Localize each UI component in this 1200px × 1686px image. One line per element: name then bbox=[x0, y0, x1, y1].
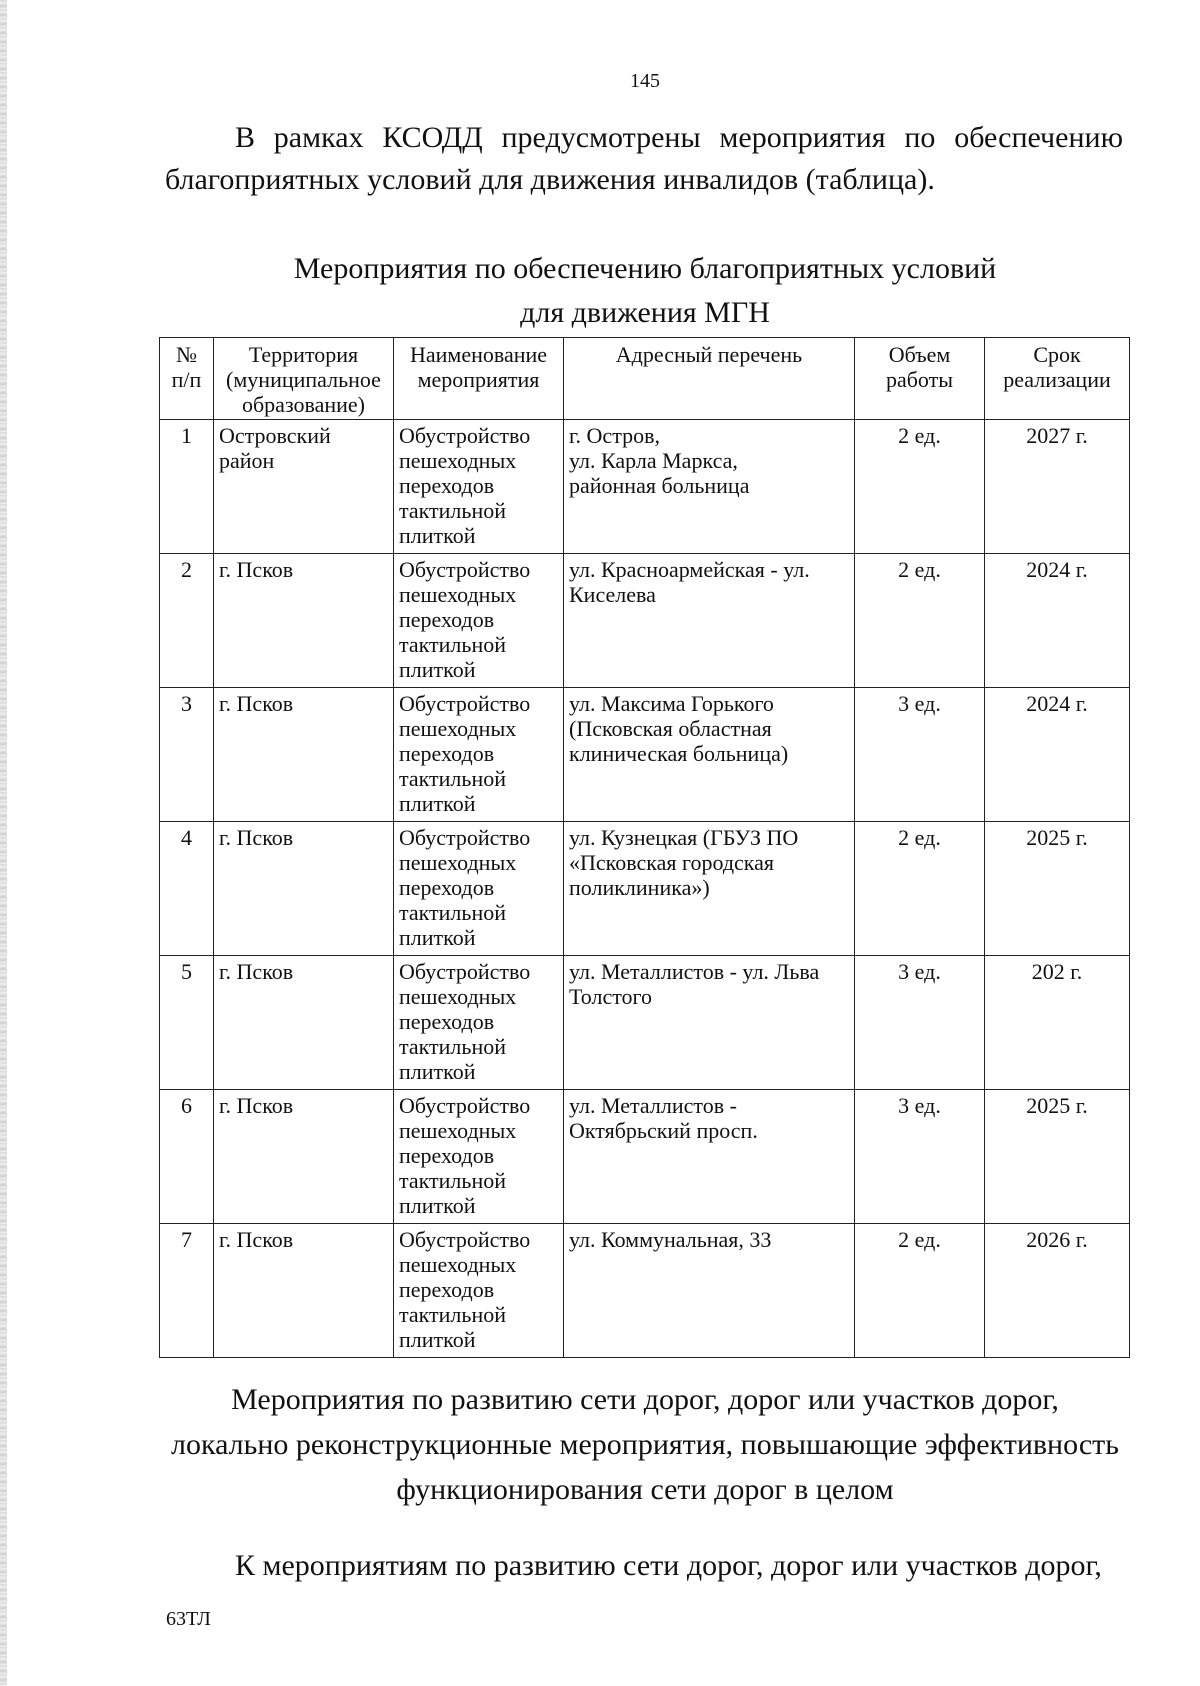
cell-volume: 2 ед. bbox=[855, 420, 985, 554]
table-row bbox=[160, 420, 1130, 554]
cell-volume: 3 ед. bbox=[855, 1090, 985, 1224]
header-name-line: Наименование bbox=[409, 342, 548, 367]
cell-territory-line: г. Псков bbox=[219, 959, 294, 984]
cell-measure-name-line: плиткой bbox=[399, 791, 476, 816]
intro-paragraph bbox=[165, 117, 1123, 201]
cell-address-line: г. Остров, bbox=[569, 423, 660, 448]
cell-measure-name bbox=[394, 956, 564, 1090]
cell-measure-name-line: пешеходных bbox=[399, 1252, 517, 1277]
cell-measure-name-line: тактильной bbox=[399, 1034, 506, 1059]
cell-num: 5 bbox=[160, 956, 214, 1090]
cell-measure-name-line: переходов bbox=[399, 473, 495, 498]
cell-num: 2 bbox=[160, 554, 214, 688]
table-row bbox=[160, 956, 1130, 1090]
cell-measure-name-line: переходов bbox=[399, 1143, 495, 1168]
cell-measure-name-line: пешеходных bbox=[399, 984, 517, 1009]
cell-volume: 2 ед. bbox=[855, 822, 985, 956]
cell-num: 4 bbox=[160, 822, 214, 956]
cell-measure-name-line: переходов bbox=[399, 741, 495, 766]
cell-address-line: ул. Красноармейская - ул. bbox=[569, 557, 810, 582]
cell-territory bbox=[214, 1224, 394, 1358]
cell-measure-name-line: пешеходных bbox=[399, 582, 517, 607]
cell-measure-name-line: плиткой bbox=[399, 1059, 476, 1084]
cell-territory-line: г. Псков bbox=[219, 691, 294, 716]
cell-num: 1 bbox=[160, 420, 214, 554]
cell-measure-name-line: плиткой bbox=[399, 925, 476, 950]
cell-territory-line: г. Псков bbox=[219, 825, 294, 850]
cell-term: 2024 г. bbox=[985, 688, 1130, 822]
cell-measure-name-line: переходов bbox=[399, 1009, 495, 1034]
cell-measure-name-line: пешеходных bbox=[399, 716, 517, 741]
cell-term: 202 г. bbox=[985, 956, 1130, 1090]
cell-term: 2024 г. bbox=[985, 554, 1130, 688]
footer-code: 63ТЛ bbox=[166, 1608, 211, 1630]
table-row bbox=[160, 822, 1130, 956]
cell-measure-name bbox=[394, 554, 564, 688]
header-name bbox=[394, 338, 564, 420]
table-row bbox=[160, 688, 1130, 822]
cell-measure-name-line: Обустройство bbox=[399, 423, 531, 448]
table-row bbox=[160, 554, 1130, 688]
cell-measure-name bbox=[394, 1090, 564, 1224]
cell-volume: 3 ед. bbox=[855, 688, 985, 822]
cell-address bbox=[564, 1224, 855, 1358]
cell-address-line: Толстого bbox=[569, 984, 653, 1009]
cell-term: 2026 г. bbox=[985, 1224, 1130, 1358]
cell-term: 2025 г. bbox=[985, 1090, 1130, 1224]
table-body bbox=[160, 420, 1130, 1358]
table-row bbox=[160, 1090, 1130, 1224]
cell-measure-name bbox=[394, 688, 564, 822]
cell-measure-name-line: тактильной bbox=[399, 1302, 506, 1327]
cell-territory-line: Островский bbox=[219, 423, 331, 448]
cell-address-line: ул. Максима Горького bbox=[569, 691, 774, 716]
cell-address-line: районная больница bbox=[569, 473, 750, 498]
cell-measure-name-line: плиткой bbox=[399, 1193, 476, 1218]
cell-num: 3 bbox=[160, 688, 214, 822]
header-territory-line: Территория bbox=[248, 342, 359, 367]
cell-address-line: «Псковская городская bbox=[569, 850, 775, 875]
cell-measure-name-line: Обустройство bbox=[399, 825, 531, 850]
cell-address-line: поликлиника») bbox=[569, 875, 710, 900]
cell-measure-name-line: тактильной bbox=[399, 766, 506, 791]
cell-term: 2025 г. bbox=[985, 822, 1130, 956]
cell-measure-name bbox=[394, 1224, 564, 1358]
cell-measure-name bbox=[394, 420, 564, 554]
header-address-line: Адресный перечень bbox=[615, 342, 803, 367]
cell-territory bbox=[214, 420, 394, 554]
cell-measure-name-line: плиткой bbox=[399, 523, 476, 548]
cell-address bbox=[564, 822, 855, 956]
cell-address bbox=[564, 420, 855, 554]
cell-measure-name-line: пешеходных bbox=[399, 850, 517, 875]
cell-measure-name-line: Обустройство bbox=[399, 557, 531, 582]
cell-num: 6 bbox=[160, 1090, 214, 1224]
cell-measure-name-line: Обустройство bbox=[399, 959, 531, 984]
cell-measure-name-line: пешеходных bbox=[399, 448, 517, 473]
cell-address bbox=[564, 554, 855, 688]
cell-territory bbox=[214, 554, 394, 688]
cell-measure-name-line: пешеходных bbox=[399, 1118, 517, 1143]
cell-measure-name-line: Обустройство bbox=[399, 691, 531, 716]
header-address bbox=[564, 338, 855, 420]
cell-measure-name-line: переходов bbox=[399, 875, 495, 900]
table-header-row bbox=[160, 338, 1130, 420]
cell-num: 7 bbox=[160, 1224, 214, 1358]
cell-territory-line: район bbox=[219, 448, 275, 473]
measures-table bbox=[159, 337, 1130, 1358]
cell-measure-name-line: переходов bbox=[399, 607, 495, 632]
header-territory-line: образование) bbox=[241, 392, 366, 417]
intro-paragraph-line-2: благоприятных условий для движения инвалидов (таблица). bbox=[165, 163, 935, 196]
header-territory-line: (муниципальное bbox=[226, 367, 381, 392]
cell-measure-name-line: плиткой bbox=[399, 657, 476, 682]
cell-territory-line: г. Псков bbox=[219, 1093, 294, 1118]
table-row bbox=[160, 1224, 1130, 1358]
header-volume bbox=[855, 338, 985, 420]
cell-volume: 3 ед. bbox=[855, 956, 985, 1090]
cell-territory bbox=[214, 688, 394, 822]
header-term-line: реализации bbox=[1003, 367, 1111, 392]
closing-paragraph: К мероприятиям по развитию сети дорог, дорог или участков дорог, bbox=[235, 1549, 1102, 1582]
cell-territory-line: г. Псков bbox=[219, 1227, 294, 1252]
cell-measure-name-line: тактильной bbox=[399, 1168, 506, 1193]
section-heading-line-2: локально реконструкционные мероприятия, повышающие эффективность bbox=[171, 1428, 1119, 1461]
header-term-line: Срок bbox=[1033, 342, 1081, 367]
scan-edge bbox=[0, 0, 7, 1686]
cell-territory bbox=[214, 956, 394, 1090]
cell-address bbox=[564, 956, 855, 1090]
cell-measure-name-line: Обустройство bbox=[399, 1227, 531, 1252]
cell-address-line: (Псковская областная bbox=[569, 716, 772, 741]
cell-volume: 2 ед. bbox=[855, 554, 985, 688]
cell-measure-name-line: тактильной bbox=[399, 900, 506, 925]
cell-address bbox=[564, 1090, 855, 1224]
cell-territory bbox=[214, 822, 394, 956]
cell-address bbox=[564, 688, 855, 822]
header-territory bbox=[214, 338, 394, 420]
section-heading-line-1: Мероприятия по развитию сети дорог, дорог или участков дорог, bbox=[231, 1383, 1059, 1416]
cell-measure-name-line: тактильной bbox=[399, 632, 506, 657]
header-num-line: № bbox=[176, 342, 197, 367]
intro-paragraph-line-1: В рамках КСОДД предусмотрены мероприятия по обеспечению bbox=[235, 121, 1123, 154]
table-title-line-2: для движения МГН bbox=[520, 296, 770, 329]
cell-address-line: ул. Кузнецкая (ГБУЗ ПО bbox=[569, 825, 799, 850]
header-volume-line: работы bbox=[885, 367, 954, 392]
cell-measure-name-line: Обустройство bbox=[399, 1093, 531, 1118]
table-title-line-1: Мероприятия по обеспечению благоприятных условий bbox=[293, 252, 997, 285]
header-num-line: п/п bbox=[171, 367, 202, 392]
cell-address-line: ул. Металлистов - bbox=[569, 1093, 737, 1118]
cell-territory bbox=[214, 1090, 394, 1224]
cell-address-line: Киселева bbox=[569, 582, 656, 607]
cell-address-line: клиническая больница) bbox=[569, 741, 789, 766]
cell-term: 2027 г. bbox=[985, 420, 1130, 554]
cell-measure-name-line: переходов bbox=[399, 1277, 495, 1302]
cell-address-line: ул. Металлистов - ул. Льва bbox=[569, 959, 820, 984]
header-term bbox=[985, 338, 1130, 420]
cell-address-line: ул. Коммунальная, 33 bbox=[569, 1227, 772, 1252]
cell-measure-name bbox=[394, 822, 564, 956]
page-number: 145 bbox=[630, 70, 660, 92]
cell-volume: 2 ед. bbox=[855, 1224, 985, 1358]
header-volume-line: Объем bbox=[888, 342, 951, 367]
cell-measure-name-line: тактильной bbox=[399, 498, 506, 523]
cell-measure-name-line: плиткой bbox=[399, 1327, 476, 1352]
header-num bbox=[160, 338, 214, 420]
header-name-line: мероприятия bbox=[417, 367, 540, 392]
cell-territory-line: г. Псков bbox=[219, 557, 294, 582]
section-heading-line-3: функционирования сети дорог в целом bbox=[396, 1473, 894, 1506]
cell-address-line: Октябрьский просп. bbox=[569, 1118, 758, 1143]
cell-address-line: ул. Карла Маркса, bbox=[569, 448, 738, 473]
